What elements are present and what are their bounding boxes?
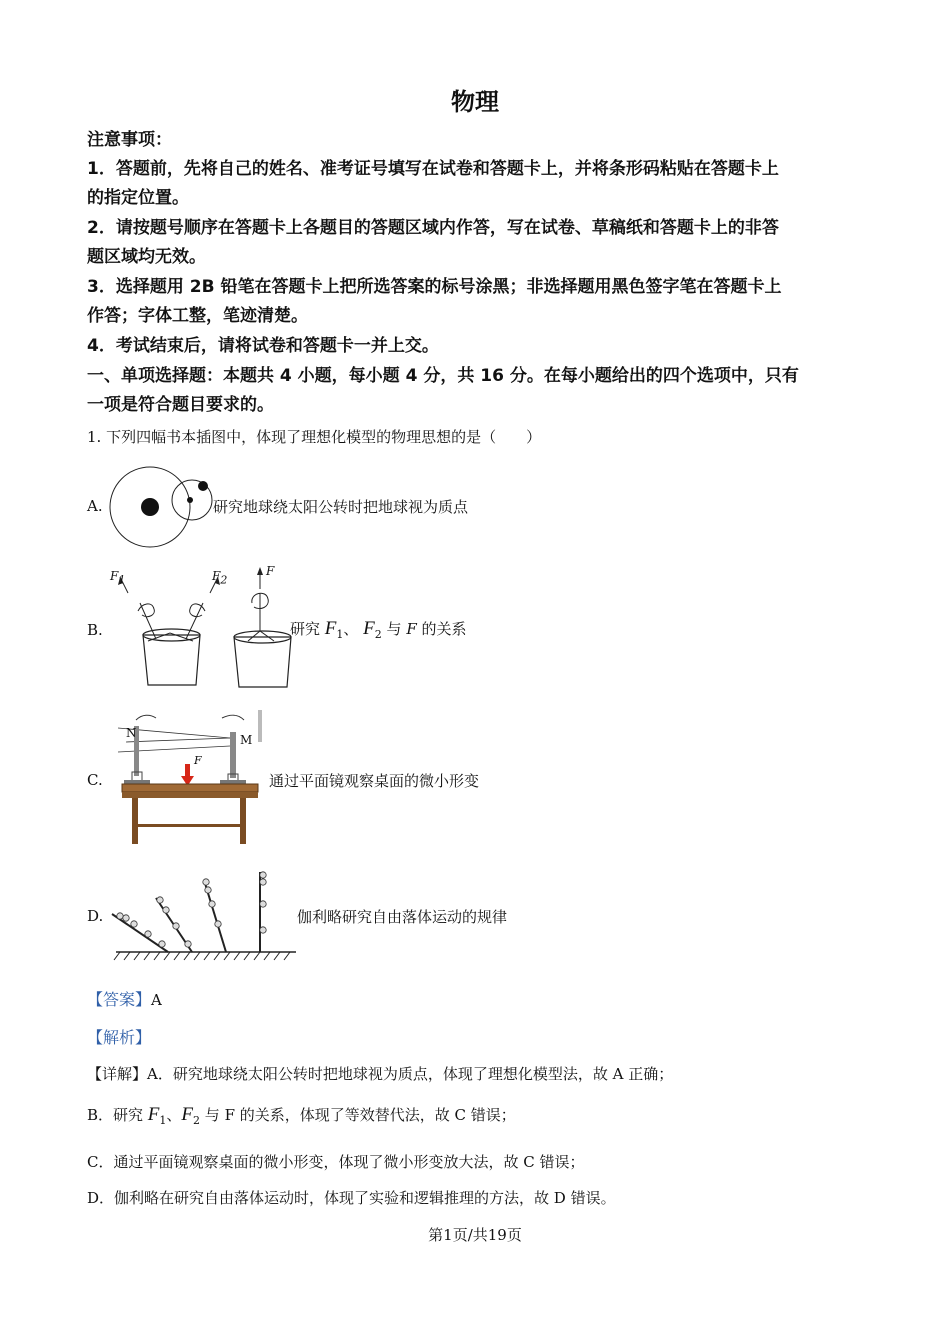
- answer-line: [87, 987, 162, 1010]
- option-b-letter: B.: [87, 621, 103, 639]
- detail-d: D．伽利略在研究自由落体运动时，体现了实验和逻辑推理的方法，故 D 错误。: [87, 1189, 616, 1207]
- detail-c: C．通过平面镜观察桌面的微小形变，体现了微小形变放大法，故 C 错误；: [87, 1153, 585, 1171]
- option-c-text: 通过平面镜观察桌面的微小形变: [269, 772, 480, 790]
- b-f-label: F: [266, 564, 275, 578]
- section-heading: 一项是符合题目要求的。: [87, 395, 274, 415]
- option-d-letter: D.: [87, 907, 104, 925]
- mirror-table-figure: [118, 706, 268, 846]
- option-a-text: 研究地球绕太阳公转时把地球视为质点: [213, 498, 469, 516]
- answer-value: A: [151, 991, 162, 1009]
- detail-a: 【详解】A．研究地球绕太阳公转时把地球视为质点，体现了理想化模型法，故 A 正确；: [87, 1065, 674, 1083]
- c-m-label: M: [240, 733, 253, 747]
- option-c-letter: C.: [87, 771, 103, 789]
- analysis-label: 【解析】: [87, 1028, 152, 1047]
- option-d-text: 伽利略研究自由落体运动的规律: [297, 908, 508, 926]
- notice-heading: 注意事项：: [87, 130, 172, 150]
- incline-figure: [108, 870, 298, 962]
- c-f-label: F: [194, 754, 202, 767]
- option-a-letter: A.: [87, 497, 103, 515]
- notice-line: 的指定位置。: [87, 188, 189, 208]
- answer-label: 【答案】: [87, 990, 152, 1009]
- notice-line: 题区域均无效。: [87, 247, 206, 267]
- notice-line: 作答；字体工整，笔迹清楚。: [87, 306, 308, 326]
- notice-line: 3．选择题用 2B 铅笔在答题卡上把所选答案的标号涂黑；非选择题用黑色签字笔在答题卡上: [87, 277, 782, 297]
- option-b-text: 研究 $F_1$、 $F_2$ 与 F 的关系: [290, 618, 467, 641]
- c-n-label: N: [126, 726, 137, 740]
- detail-b: B．研究 $F_1$、$F_2$ 与 F 的关系，体现了等效替代法，故 C 错误；: [87, 1104, 516, 1127]
- section-heading: 一、单项选择题：本题共 4 小题，每小题 4 分，共 16 分。在每小题给出的四个选项中，只有: [87, 366, 799, 386]
- notice-line: 2．请按题号顺序在答题卡上各题目的答题区域内作答，写在试卷、草稿纸和答题卡上的非答: [87, 218, 779, 238]
- buckets-figure: [108, 563, 293, 693]
- page-title: 物理: [451, 88, 499, 116]
- question-stem: 1. 下列四幅书本插图中，体现了理想化模型的物理思想的是（ ）: [87, 428, 542, 446]
- notice-line: 4．考试结束后，请将试卷和答题卡一并上交。: [87, 336, 439, 356]
- page-footer: 第1页/共19页: [428, 1226, 522, 1244]
- b-f1-label: $F_1$: [110, 569, 126, 587]
- b-f2-label: $F_2$: [212, 569, 228, 587]
- orbit-figure: [108, 468, 218, 548]
- notice-line: 1．答题前，先将自己的姓名、准考证号填写在试卷和答题卡上，并将条形码粘贴在答题卡上: [87, 159, 779, 179]
